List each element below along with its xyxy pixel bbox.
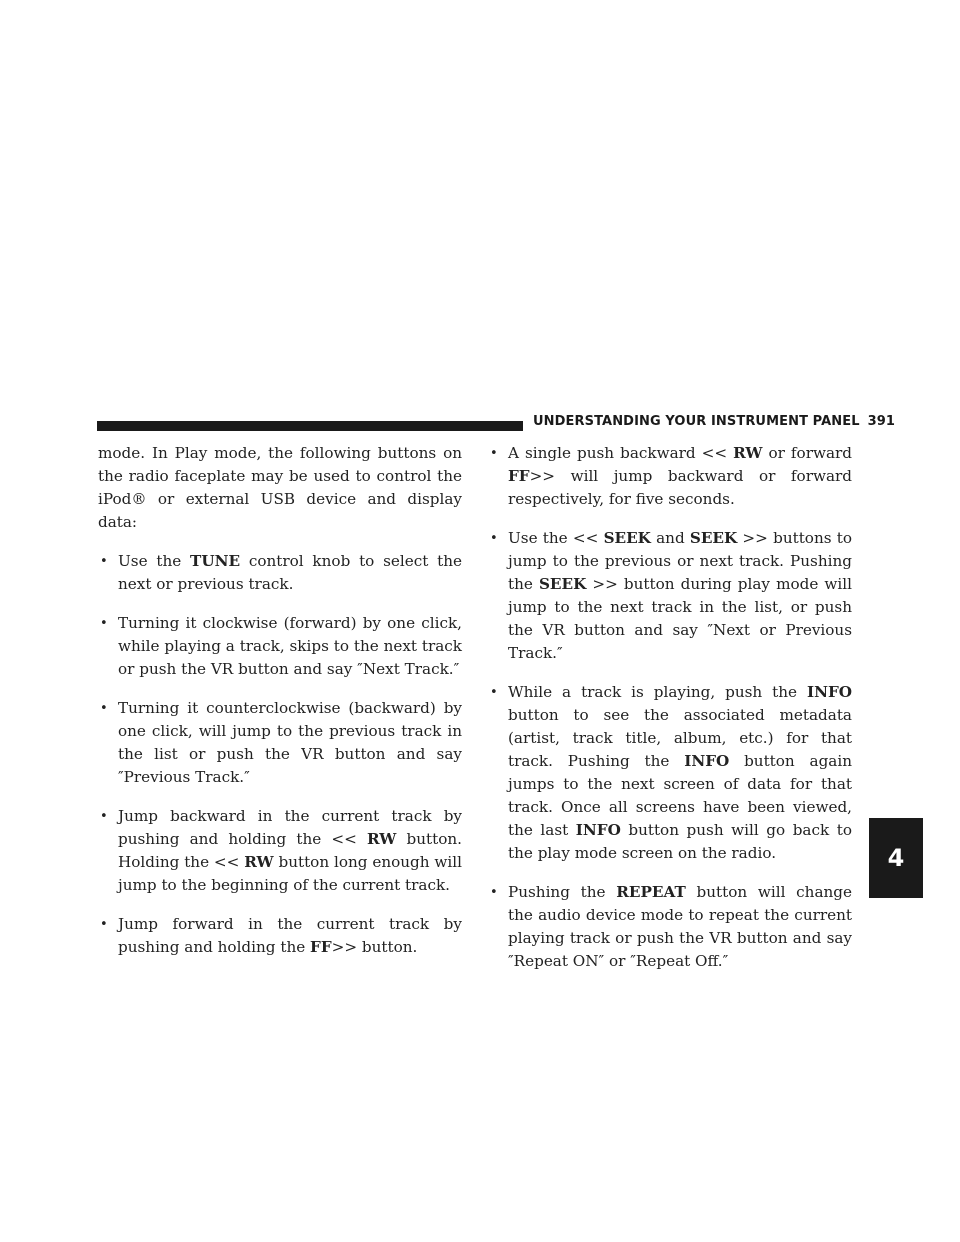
bullet-icon: • — [490, 531, 498, 546]
item-text: button. Holding the << — [118, 830, 463, 871]
section-title: UNDERSTANDING YOUR INSTRUMENT PANEL — [533, 414, 860, 429]
bullet-icon: • — [490, 885, 498, 900]
item-text: Jump forward in the current track by pushing and holding the — [118, 915, 462, 956]
right-column — [488, 442, 852, 989]
button-name: REPEAT — [616, 883, 686, 901]
list-item — [98, 697, 462, 789]
button-name: FF — [508, 467, 530, 485]
item-text: button will change the audio device mode to repeat the current playing track or push the VR button and say ″Repeat ON″ or ″Repeat Off.″ — [508, 883, 853, 970]
button-name: RW — [733, 444, 763, 462]
intro-paragraph: mode. In Play mode, the following buttons on the radio faceplate may be used to control the iPod® or external USB device and display data: — [98, 444, 462, 531]
item-text: button long enough will jump to the beginning of the current track. — [118, 853, 462, 894]
chapter-number: 4 — [887, 844, 905, 872]
button-name: SEEK — [689, 529, 738, 547]
bullet-icon: • — [490, 685, 498, 700]
left-column — [98, 442, 462, 975]
list-item — [488, 442, 852, 511]
button-name: INFO — [807, 683, 852, 701]
item-text: >> button. — [331, 938, 418, 956]
list-item — [98, 612, 462, 681]
item-text: Pushing the — [508, 883, 617, 901]
item-text: Jump backward in the current track by pushing and holding the << — [118, 807, 462, 848]
bullet-icon: • — [100, 917, 108, 932]
item-text: >> button during play mode will jump to the next track in the list, or push the VR button and say ″Next or Previous Track.″ — [508, 575, 852, 662]
item-text: >> will jump backward or forward respectively, for five seconds. — [508, 467, 852, 508]
item-text: Use the — [118, 552, 191, 570]
button-name: INFO — [684, 752, 730, 770]
list-item — [98, 550, 462, 596]
bullet-icon: • — [100, 616, 108, 631]
item-text: or forward — [762, 444, 852, 462]
list-item — [98, 805, 462, 897]
list-item — [488, 881, 852, 973]
item-text: >> buttons to jump to the previous or next track. Pushing the — [508, 529, 852, 593]
item-text: A single push backward << — [508, 444, 734, 462]
button-name: TUNE — [190, 552, 241, 570]
page-number: 391 — [867, 414, 896, 429]
item-text: Use the << — [508, 529, 604, 547]
item-text: button again jumps to the next screen of data for that track. Once all screens have been viewed, the last — [508, 752, 853, 839]
list-item — [488, 527, 852, 665]
chapter-tab — [869, 818, 923, 898]
bullet-icon: • — [100, 809, 108, 824]
item-text: Turning it counterclockwise (backward) by one click, will jump to the previous track in the list or push the VR button and say ″Previous Track.″ — [118, 699, 462, 786]
running-header — [533, 414, 896, 429]
button-name: RW — [367, 830, 397, 848]
list-item — [98, 913, 462, 959]
item-text: button to see the associated metadata (artist, track title, album, etc.) for that track. Pushing the — [508, 706, 852, 770]
header-rule — [97, 421, 523, 431]
button-name: SEEK — [603, 529, 651, 547]
button-name: INFO — [575, 821, 621, 839]
item-text: button push will go back to the play mode screen on the radio. — [508, 821, 852, 862]
item-text: and — [650, 529, 690, 547]
bullet-icon: • — [100, 554, 108, 569]
item-text: While a track is playing, push the — [508, 683, 807, 701]
button-name: SEEK — [538, 575, 587, 593]
item-text: control knob to select the next or previous track. — [118, 552, 463, 593]
bullet-icon: • — [100, 701, 108, 716]
list-item — [488, 681, 852, 865]
button-name: RW — [244, 853, 274, 871]
item-text: Turning it clockwise (forward) by one click, while playing a track, skips to the next track or push the VR button and say ″Next Track.″ — [118, 614, 462, 678]
button-name: FF — [310, 938, 332, 956]
bullet-icon: • — [490, 446, 498, 461]
